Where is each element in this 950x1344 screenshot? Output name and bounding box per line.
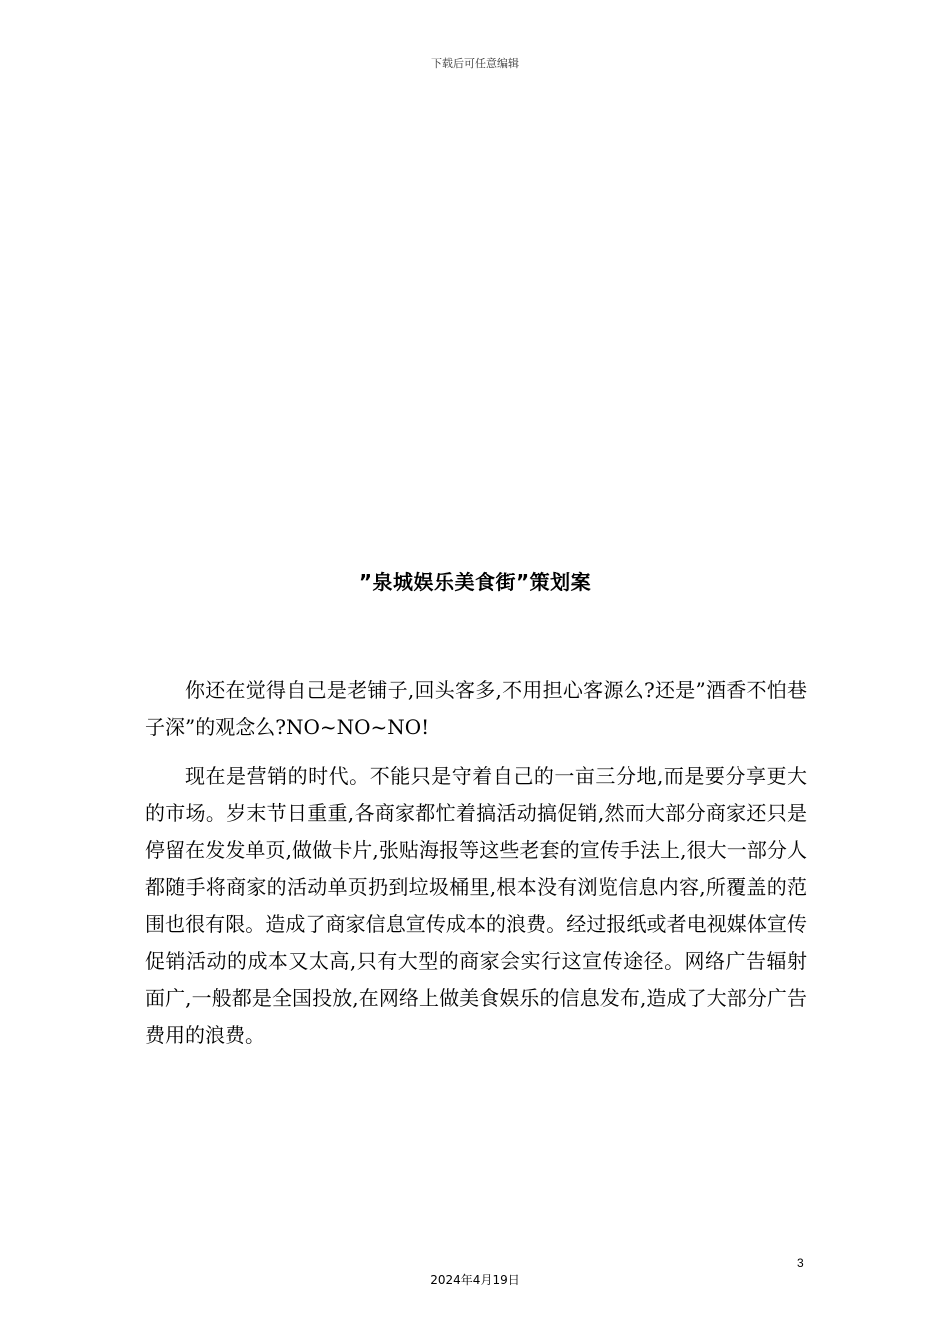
- document-body: [145, 672, 807, 1066]
- paragraph-intro: 你还在觉得自己是老铺子,回头客多,不用担心客源么?还是”酒香不怕巷子深”的观念么?NO~NO~NO!: [145, 678, 807, 739]
- document-title: ”泉城娱乐美食街”策划案: [358, 570, 592, 594]
- header-note: 下载后可任意编辑: [431, 57, 519, 70]
- page-number: 3: [797, 1256, 804, 1270]
- footer-date: 2024年4月19日: [430, 1273, 520, 1287]
- paragraph-marketing: 现在是营销的时代。不能只是守着自己的一亩三分地,而是要分享更大的市场。岁末节日重重,各商家都忙着搞活动搞促销,然而大部分商家还只是停留在发发单页,做做卡片,张贴海报等这些老套的宣传手法上,很大一部分人都随手将商家的活动单页扔到垃圾桶里,根本没有浏览信息内容,所覆盖的范围也很有限。造成了商家信息宣传成本的浪费。经过报纸或者电视媒体宣传促销活动的成本又太高,只有大型的商家会实行这宣传途径。网络广告辐射面广,一般都是全国投放,在网络上做美食娱乐的信息发布,造成了大部分广告费用的浪费。: [145, 764, 807, 1047]
